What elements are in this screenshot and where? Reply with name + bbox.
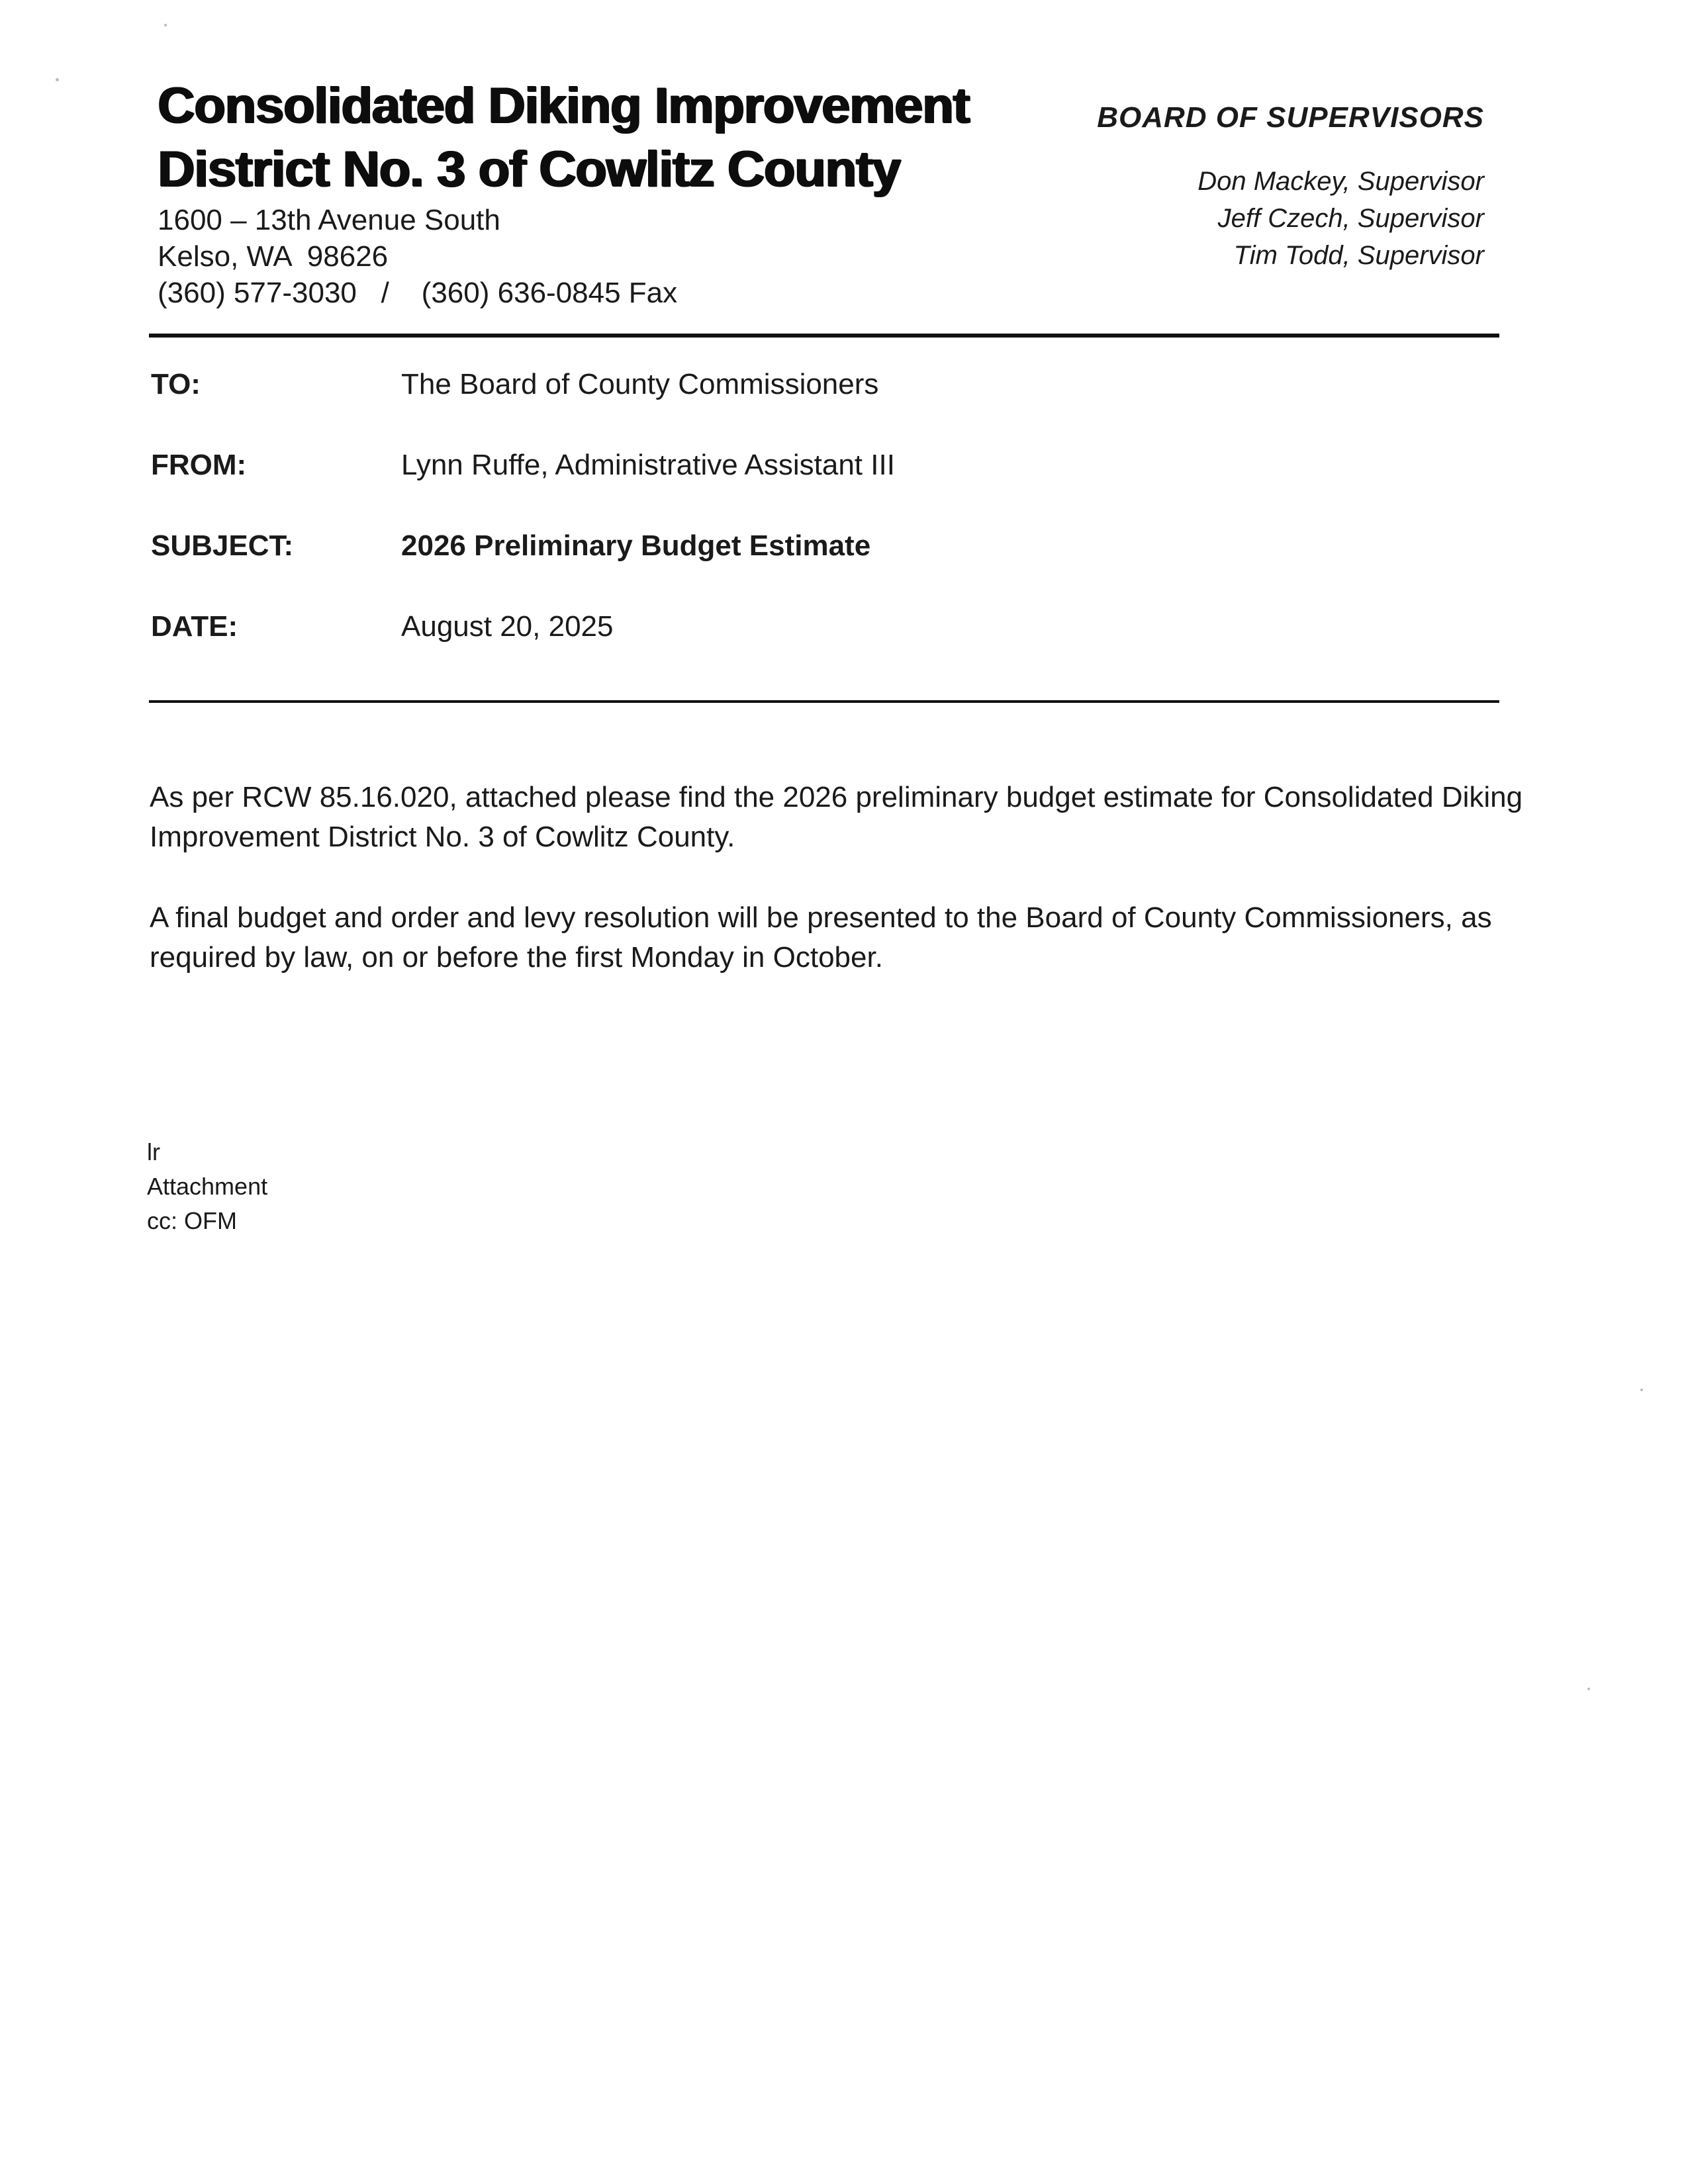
organization-address [158, 202, 677, 311]
scan-speck [56, 78, 59, 81]
scan-speck [1587, 1688, 1590, 1690]
typist-initials: lr [147, 1138, 160, 1165]
board-member: Don Mackey, Supervisor [1197, 167, 1484, 196]
header-divider [149, 334, 1499, 338]
attachment-note: Attachment [147, 1173, 268, 1200]
board-member: Jeff Czech, Supervisor [1217, 204, 1484, 233]
memo-to-value: The Board of County Commissioners [401, 368, 879, 400]
memo-date-label: DATE: [151, 610, 238, 643]
body-paragraph: A final budget and order and levy resolution will be presented to the Board of County Commissioners, as required by law, on or before the first Monday in October. [150, 901, 1492, 974]
scan-speck [1640, 1388, 1643, 1391]
organization-name-line-1: Consolidated Diking Improvement [158, 77, 970, 134]
body-paragraph: As per RCW 85.16.020, attached please find the 2026 preliminary budget estimate for Consolidated Diking Improvement District No. 3 of Cowlitz County. [150, 781, 1523, 853]
memo-subject-label: SUBJECT: [151, 529, 294, 562]
memo-subject-value: 2026 Preliminary Budget Estimate [401, 529, 871, 562]
board-member: Tim Todd, Supervisor [1233, 241, 1484, 270]
memo-body [150, 778, 1526, 1019]
memo-date-value: August 20, 2025 [401, 610, 614, 643]
memo-footer [147, 1135, 267, 1238]
memo-from-value: Lynn Ruffe, Administrative Assistant III [401, 449, 895, 481]
memo-from-label: FROM: [151, 449, 247, 481]
address-phone-fax: (360) 577-3030 / (360) 636-0845 Fax [158, 277, 678, 309]
address-city: Kelso, WA 98626 [158, 240, 389, 273]
organization-name-line-2: District No. 3 of Cowlitz County [158, 141, 900, 197]
scan-speck [164, 24, 167, 26]
memo-to-label: TO: [151, 368, 201, 400]
memo-divider [149, 700, 1499, 703]
board-of-supervisors [1097, 99, 1484, 274]
board-title: BOARD OF SUPERVISORS [1097, 101, 1484, 134]
cc-note: cc: OFM [147, 1207, 237, 1234]
organization-name [158, 74, 1035, 201]
address-street: 1600 – 13th Avenue South [158, 204, 500, 236]
